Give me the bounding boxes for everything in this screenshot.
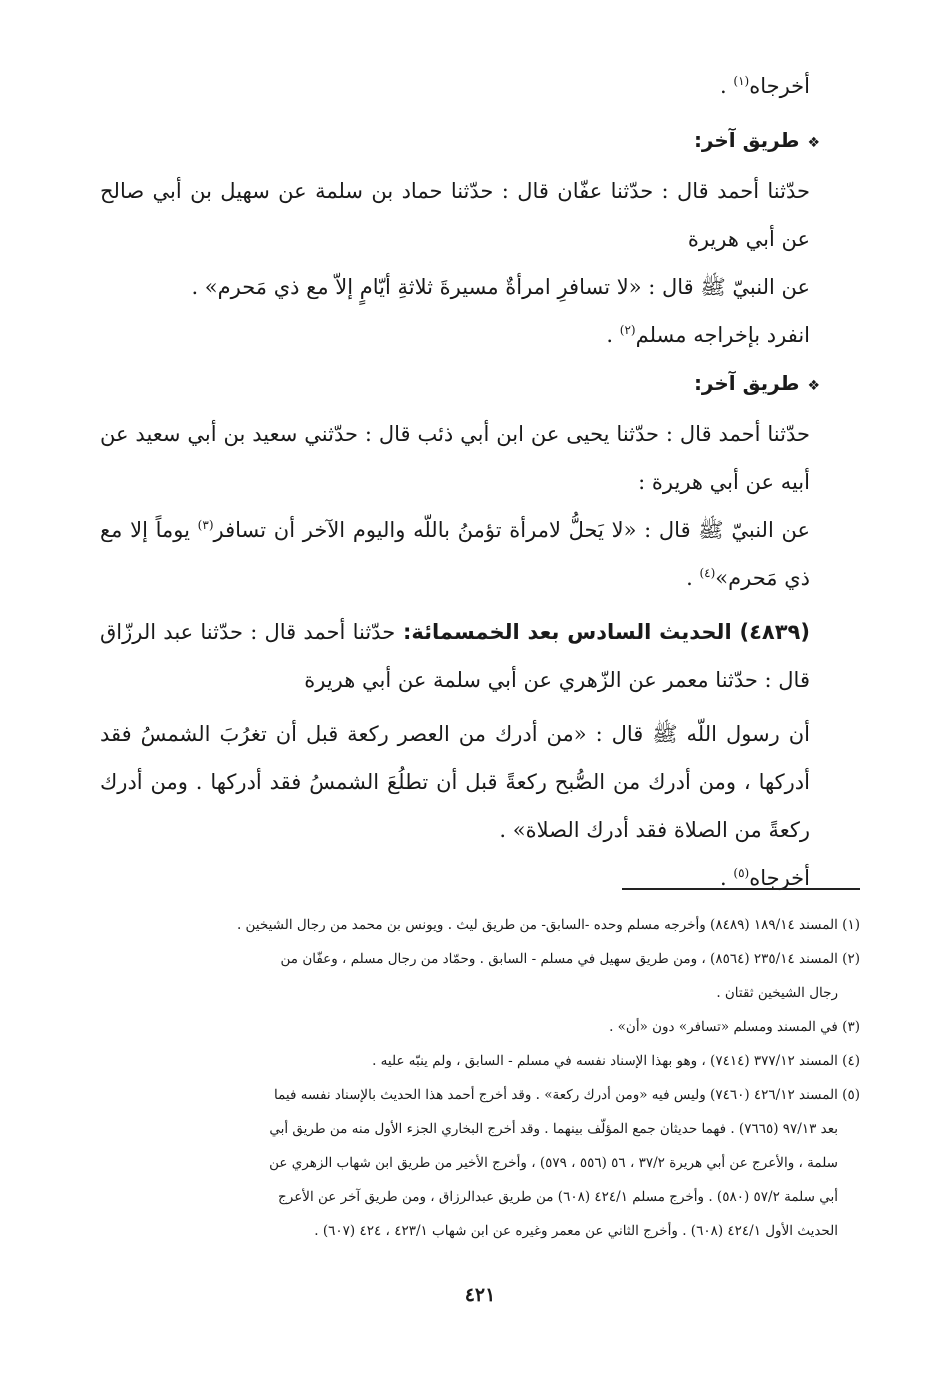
footnote-5-cont: أبي سلمة ٥٧/٢ (٥٨٠) . وأخرج مسلم ٤٢٤/١ (٦٠٨) من طريق عبدالرزاق ، ومن طريق آخر عن الأعرج [278,1189,838,1205]
paragraph-9 [100,854,860,902]
footnote-ref-5: (٥) [733,866,750,880]
text: . [686,566,700,590]
footnote-5-cont: بعد ٩٧/١٣ (٧٦٦٥) . فهما حديثان جمع المؤلّف بينهما . وقد أخرج البخاري الجزء الأول منه من طريق أبي [269,1121,838,1137]
text: . [720,866,734,890]
paragraph-6 [100,506,860,602]
hadith-title: الحديث السادس بعد الخمسمائة: [395,620,740,644]
text: . [606,323,620,347]
section-title: طريق آخر: [693,128,800,152]
diamond-star-icon: ❖ [807,135,820,151]
footnote-4: (٤) المسند ٣٧٧/١٢ (٧٤١٤) ، وهو بهذا الإسناد نفسه في مسلم - السابق ، ولم ينبّه عليه . [372,1053,860,1069]
paragraph-5: حدّثنا أحمد قال : حدّثنا يحيى عن ابن أبي ذئب قال : حدّثني سعيد بن أبي سعيد عن أبيه عن أبي هريرة : [100,422,810,494]
paragraph-2: حدّثنا أحمد قال : حدّثنا عفّان قال : حدّثنا حماد بن سلمة عن سهيل بن أبي صالح عن أبي هريرة [100,179,810,251]
footnote-1: (١) المسند ١٨٩/١٤ (٨٤٨٩) وأخرجه مسلم وحده -السابق- من طريق ليث . ويونس بن محمد من رجال الشيخين . [236,917,860,933]
footnote-2-cont: رجال الشيخين ثقتان . [716,985,838,1001]
text: انفرد بإخراجه مسلم [635,323,810,347]
paragraph-8: أن رسول اللّه ﷺ قال : «من أدرك من العصر ركعة قبل أن تغرُبَ الشمسُ فقد أدركها ، ومن أدرك من الصُّبح ركعةً قبل أن تطلُعَ الشمسُ فقد أدركها . ومن أدرك ركعةً من الصلاة فقد أدرك الصلاة» . [100,722,810,842]
diamond-star-icon: ❖ [807,378,820,394]
hadith-number: (٤٨٣٩) [739,620,810,644]
footnote-5: (٥) المسند ٤٢٦/١٢ (٧٤٦٠) وليس فيه «ومن أدرك ركعة» . وقد أخرج أحمد هذا الحديث بالإسناد نفسه فيما [274,1087,860,1103]
footnote-divider [622,888,860,890]
text: أخرجاه [749,74,810,98]
footnote-ref-2: (٢) [619,323,636,337]
footnote-3: (٣) في المسند ومسلم «تسافر» دون «أن» . [609,1019,860,1035]
text: . [720,74,734,98]
section-heading-1 [100,116,860,167]
footnotes [100,908,860,1248]
main-text [100,62,860,902]
footnote-2: (٢) المسند ٢٣٥/١٤ (٨٥٦٤) ، ومن طريق سهيل في مسلم - السابق . وحمّاد من رجال مسلم ، وعفّان من [280,951,860,967]
paragraph-3: عن النبيّ ﷺ قال : «لا تسافرِ امرأةٌ مسيرةَ ثلاثةِ أيّامٍ إلاّ مع ذي مَحرم» . [191,275,810,299]
footnote-ref-1: (١) [733,74,750,88]
section-title: طريق آخر: [693,371,800,395]
text: يوماً إلا مع ذي مَحرم» [100,518,810,590]
footnote-5-cont: سلمة ، والأعرج عن أبي هريرة ٣٧/٢ ، ٥٦ (٥٥٦ ، ٥٧٩) ، وأخرج الأخير من طريق ابن شهاب الزهري عن [269,1155,838,1171]
hadith-heading-paragraph [100,608,860,704]
paragraph-1 [100,62,860,110]
text: عن النبيّ ﷺ قال : «لا يَحلُّ لامرأة تؤمنُ باللّه واليوم الآخر أن تسافر [213,518,810,542]
footnote-5-cont: الحديث الأول ٤٢٤/١ (٦٠٨) . وأخرج الثاني عن معمر وغيره عن ابن شهاب ٤٢٣/١ ، ٤٢٤ (٦٠٧) . [314,1223,838,1239]
page-number: ٤٢١ [464,1284,496,1306]
text: أخرجاه [749,866,810,890]
section-heading-2 [100,359,860,410]
footnote-ref-3: (٣) [197,518,214,532]
text: حدّثنا أحمد قال : حدّثنا عبد الرزّاق قال : حدّثنا معمر عن الزّهري عن أبي سلمة عن أبي هريرة [100,620,810,692]
footnote-ref-4: (٤) [699,566,716,580]
paragraph-4 [100,311,860,359]
